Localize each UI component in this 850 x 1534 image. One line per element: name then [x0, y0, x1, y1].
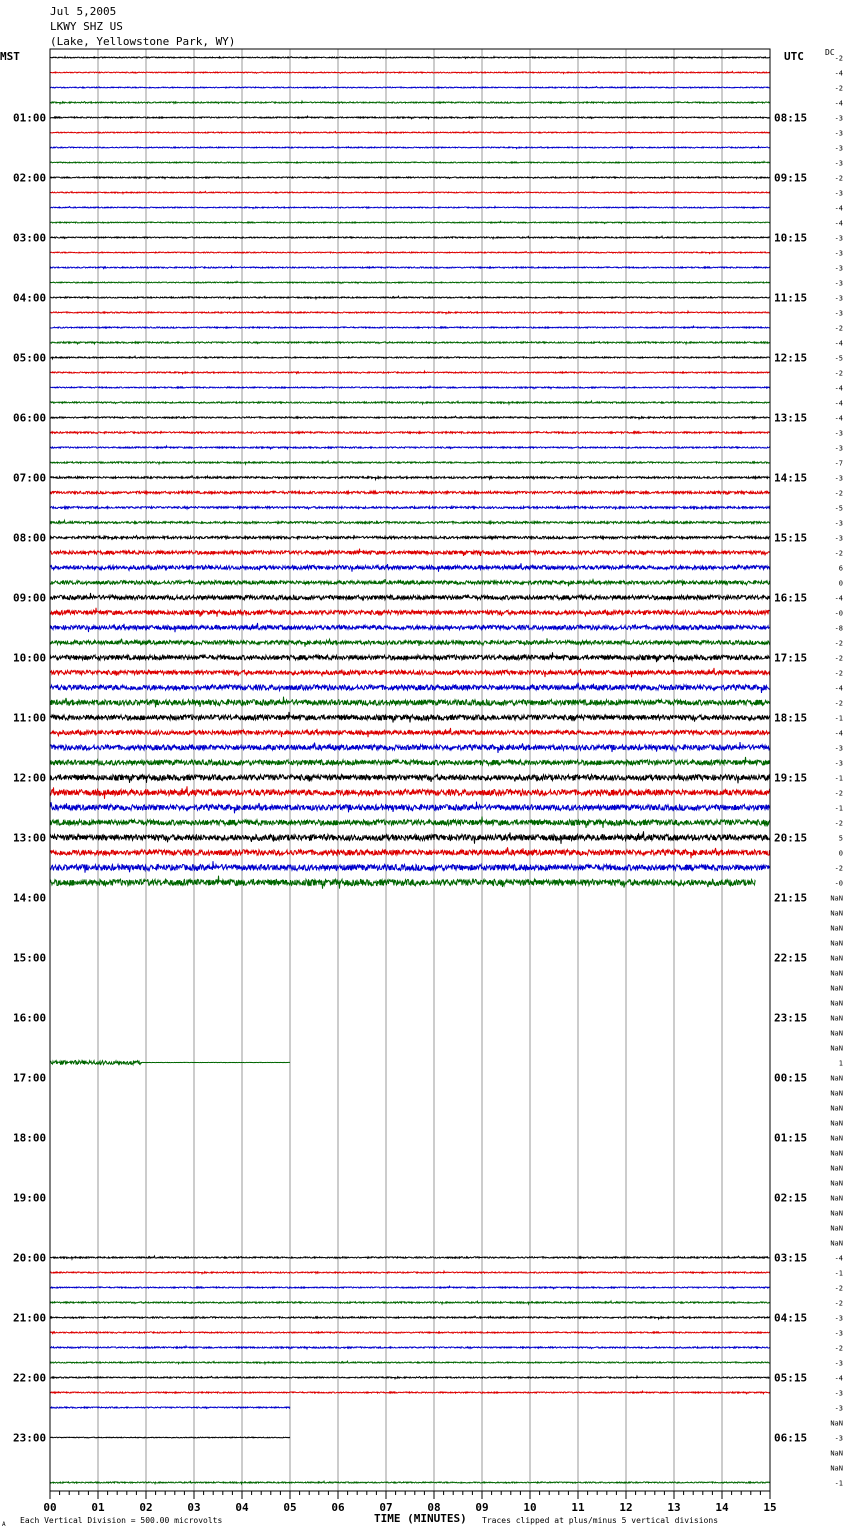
- utc-hour-label: 04:15: [774, 1311, 808, 1325]
- dc-offset-label: 6: [838, 564, 843, 573]
- seismic-trace: [50, 1271, 770, 1274]
- dc-offset-label: -3: [834, 279, 843, 288]
- header-date: Jul 5,2005: [50, 5, 117, 18]
- dc-offset-label: -4: [834, 204, 843, 213]
- mst-hour-label: 14:00: [13, 891, 47, 905]
- dc-offset-label: 0: [838, 579, 843, 588]
- seismic-trace: [50, 847, 770, 858]
- dc-offset-label: NaN: [830, 969, 843, 978]
- dc-offset-label: -3: [834, 1389, 843, 1398]
- dc-offset-label: NaN: [830, 954, 843, 963]
- seismic-trace: [50, 742, 770, 753]
- dc-offset-label: -3: [834, 444, 843, 453]
- seismic-trace: [50, 281, 770, 283]
- dc-offset-label: -1: [834, 1269, 843, 1278]
- dc-offset-label: -4: [834, 339, 843, 348]
- x-tick-label: 01: [91, 1501, 105, 1514]
- dc-offset-label: 0: [838, 849, 843, 858]
- dc-offset-label: NaN: [830, 1104, 843, 1113]
- seismic-trace: [50, 683, 770, 693]
- utc-hour-label: 19:15: [774, 771, 808, 785]
- x-tick-label: 02: [139, 1501, 153, 1514]
- dc-offset-label: NaN: [830, 1119, 843, 1128]
- corner-mark: A: [2, 1521, 6, 1528]
- mst-hour-label: 19:00: [13, 1191, 47, 1205]
- seismic-trace: [50, 191, 770, 193]
- utc-hour-label: 05:15: [774, 1371, 808, 1385]
- seismic-trace: [50, 311, 770, 314]
- seismic-trace: [50, 131, 770, 133]
- x-tick-label: 05: [283, 1501, 297, 1514]
- dc-offset-label: NaN: [830, 1029, 843, 1038]
- seismic-trace: [50, 252, 770, 254]
- seismic-trace: [50, 668, 770, 677]
- seismic-trace: [50, 1346, 770, 1349]
- seismic-trace: [50, 356, 770, 359]
- dc-offset-label: -0: [834, 609, 843, 618]
- x-tick-label: 10: [523, 1501, 537, 1514]
- dc-offset-label: -1: [834, 774, 843, 783]
- dc-offset-label: NaN: [830, 1014, 843, 1023]
- seismic-trace: [50, 326, 770, 328]
- seismic-trace: [50, 549, 770, 556]
- seismic-trace: [50, 1391, 770, 1393]
- seismic-trace: [50, 757, 770, 765]
- dc-offset-label: -5: [834, 354, 843, 363]
- seismic-trace: [50, 1316, 770, 1319]
- mst-hour-label: 18:00: [13, 1131, 47, 1145]
- utc-hour-label: 22:15: [774, 951, 808, 965]
- right-zone-label: UTC: [784, 50, 804, 63]
- dc-offset-label: -2: [834, 489, 843, 498]
- clip-note: Traces clipped at plus/minus 5 vertical divisions: [482, 1516, 719, 1525]
- dc-offset-label: NaN: [830, 1209, 843, 1218]
- dc-offset-label: NaN: [830, 999, 843, 1008]
- dc-offset-label: NaN: [830, 1194, 843, 1203]
- utc-hour-label: 06:15: [774, 1431, 808, 1445]
- x-tick-label: 08: [427, 1501, 441, 1514]
- dc-offset-label: -8: [834, 624, 843, 633]
- utc-hour-label: 10:15: [774, 231, 808, 245]
- seismic-trace: [50, 71, 770, 73]
- mst-hour-label: 20:00: [13, 1251, 47, 1265]
- x-tick-label: 13: [667, 1501, 681, 1514]
- seismic-trace: [50, 1361, 770, 1364]
- dc-offset-label: -3: [834, 249, 843, 258]
- utc-hour-label: 13:15: [774, 411, 808, 425]
- dc-offset-label: -4: [834, 1254, 843, 1263]
- dc-offset-label: -3: [834, 144, 843, 153]
- seismic-trace: [50, 831, 770, 844]
- seismic-trace: [50, 506, 770, 510]
- dc-offset-label: -2: [834, 54, 843, 63]
- seismic-trace: [50, 816, 770, 827]
- dc-offset-label: NaN: [830, 1164, 843, 1173]
- mst-hour-label: 12:00: [13, 771, 47, 785]
- dc-offset-label: -3: [834, 1434, 843, 1443]
- seismic-trace: [50, 1407, 290, 1408]
- dc-offset-label: NaN: [830, 1134, 843, 1143]
- dc-offset-label: NaN: [830, 1089, 843, 1098]
- seismic-trace: [50, 802, 770, 814]
- utc-hour-label: 15:15: [774, 531, 808, 545]
- seismic-trace: [50, 861, 770, 873]
- dc-offset-label: NaN: [830, 1239, 843, 1248]
- seismic-trace: [50, 116, 770, 118]
- utc-hour-label: 01:15: [774, 1131, 808, 1145]
- mst-hour-label: 23:00: [13, 1431, 47, 1445]
- x-tick-label: 00: [43, 1501, 57, 1514]
- utc-hour-label: 23:15: [774, 1011, 808, 1025]
- mst-hour-label: 07:00: [13, 471, 47, 485]
- mst-hour-label: 01:00: [13, 111, 47, 125]
- dc-offset-label: -2: [834, 369, 843, 378]
- dc-offset-label: -2: [834, 1284, 843, 1293]
- dc-offset-label: -2: [834, 699, 843, 708]
- mst-hour-label: 04:00: [13, 291, 47, 305]
- mst-hour-label: 06:00: [13, 411, 47, 425]
- dc-offset-label: -4: [834, 99, 843, 108]
- plot-frame: [50, 49, 770, 1491]
- dc-offset-label: -2: [834, 84, 843, 93]
- seismic-trace: [50, 266, 770, 268]
- seismic-trace: [50, 1256, 770, 1259]
- seismic-trace: [50, 608, 770, 617]
- x-tick-label: 09: [475, 1501, 489, 1514]
- seismic-trace: [50, 341, 770, 344]
- seismic-trace: [50, 57, 770, 59]
- dc-offset-label: -2: [834, 789, 843, 798]
- dc-offset-label: -4: [834, 399, 843, 408]
- utc-hour-label: 11:15: [774, 291, 808, 305]
- dc-offset-label: NaN: [830, 1074, 843, 1083]
- seismic-trace: [50, 87, 770, 89]
- label-group: [13, 55, 843, 1515]
- seismic-trace: [50, 876, 756, 889]
- seismic-trace: [50, 1437, 290, 1438]
- dc-offset-label: NaN: [830, 1464, 843, 1473]
- utc-hour-label: 09:15: [774, 171, 808, 185]
- dc-offset-label: -0: [834, 879, 843, 888]
- mst-hour-label: 03:00: [13, 231, 47, 245]
- x-tick-label: 11: [571, 1501, 585, 1514]
- dc-offset-label: -3: [834, 1359, 843, 1368]
- grid: [50, 49, 770, 1499]
- seismic-trace: [50, 728, 770, 737]
- seismic-trace: [50, 1376, 770, 1379]
- seismic-trace: [50, 476, 770, 480]
- dc-offset-label: -4: [834, 684, 843, 693]
- dc-offset-label: -3: [834, 1404, 843, 1413]
- seismic-trace: [50, 623, 770, 632]
- seismic-trace: [50, 593, 770, 600]
- dc-offset-label: -3: [834, 474, 843, 483]
- dc-offset-label: -3: [834, 294, 843, 303]
- seismic-trace: [50, 177, 770, 179]
- x-tick-label: 14: [715, 1501, 729, 1514]
- dc-offset-label: -1: [834, 1479, 843, 1488]
- mst-hour-label: 09:00: [13, 591, 47, 605]
- dc-offset-label: -2: [834, 654, 843, 663]
- seismic-trace: [50, 161, 770, 163]
- dc-offset-label: -3: [834, 309, 843, 318]
- dc-label: DC: [825, 48, 835, 57]
- left-zone-label: MST: [0, 50, 20, 63]
- utc-hour-label: 08:15: [774, 111, 808, 125]
- dc-offset-label: NaN: [830, 924, 843, 933]
- utc-hour-label: 21:15: [774, 891, 808, 905]
- dc-offset-label: 5: [838, 834, 843, 843]
- dc-offset-label: -4: [834, 219, 843, 228]
- dc-offset-label: 1: [838, 1059, 843, 1068]
- utc-hour-label: 17:15: [774, 651, 808, 665]
- header-location: (Lake, Yellowstone Park, WY): [50, 35, 236, 48]
- utc-hour-label: 16:15: [774, 591, 808, 605]
- seismic-trace: [50, 236, 770, 239]
- mst-hour-label: 02:00: [13, 171, 47, 185]
- dc-offset-label: NaN: [830, 1224, 843, 1233]
- seismic-trace: [50, 446, 770, 449]
- dc-offset-label: -2: [834, 174, 843, 183]
- seismic-trace: [50, 490, 770, 495]
- seismic-trace: [50, 638, 770, 646]
- dc-offset-label: NaN: [830, 1044, 843, 1053]
- seismic-trace: [50, 786, 770, 799]
- x-tick-label: 07: [379, 1501, 393, 1514]
- seismic-trace: [50, 697, 770, 708]
- dc-offset-label: -2: [834, 324, 843, 333]
- header-station: LKWY SHZ US: [50, 20, 123, 33]
- seismic-trace: [50, 146, 770, 148]
- seismic-trace: [50, 386, 770, 388]
- dc-offset-label: NaN: [830, 939, 843, 948]
- dc-offset-label: -2: [834, 639, 843, 648]
- mst-hour-label: 05:00: [13, 351, 47, 365]
- mst-hour-label: 22:00: [13, 1371, 47, 1385]
- dc-offset-label: -5: [834, 504, 843, 513]
- mst-hour-label: 08:00: [13, 531, 47, 545]
- utc-hour-label: 20:15: [774, 831, 808, 845]
- x-tick-label: 06: [331, 1501, 345, 1514]
- mst-hour-label: 21:00: [13, 1311, 47, 1325]
- dc-offset-label: -3: [834, 189, 843, 198]
- seismic-trace: [50, 416, 770, 419]
- dc-offset-label: -4: [834, 729, 843, 738]
- dc-offset-label: -3: [834, 234, 843, 243]
- dc-offset-label: -2: [834, 1299, 843, 1308]
- dc-offset-label: NaN: [830, 984, 843, 993]
- dc-offset-label: NaN: [830, 909, 843, 918]
- dc-offset-label: -2: [834, 669, 843, 678]
- dc-offset-label: NaN: [830, 894, 843, 903]
- dc-offset-label: -3: [834, 1329, 843, 1338]
- dc-offset-label: -3: [834, 159, 843, 168]
- mst-hour-label: 10:00: [13, 651, 47, 665]
- x-tick-label: 04: [235, 1501, 249, 1514]
- dc-offset-label: -4: [834, 594, 843, 603]
- utc-hour-label: 14:15: [774, 471, 808, 485]
- seismic-trace: [50, 221, 770, 223]
- seismic-trace: [50, 579, 770, 586]
- seismic-trace: [50, 652, 770, 662]
- x-tick-label: 03: [187, 1501, 201, 1514]
- mst-hour-label: 16:00: [13, 1011, 47, 1025]
- dc-offset-label: -3: [834, 1314, 843, 1323]
- dc-offset-label: -3: [834, 429, 843, 438]
- utc-hour-label: 02:15: [774, 1191, 808, 1205]
- dc-offset-label: -3: [834, 759, 843, 768]
- dc-offset-label: -2: [834, 1344, 843, 1353]
- dc-offset-label: -3: [834, 519, 843, 528]
- seismic-trace: [50, 371, 770, 374]
- seismic-trace: [50, 401, 770, 404]
- dc-offset-label: -4: [834, 69, 843, 78]
- dc-offset-label: -4: [834, 384, 843, 393]
- dc-offset-label: NaN: [830, 1179, 843, 1188]
- mst-hour-label: 13:00: [13, 831, 47, 845]
- seismic-trace: [50, 1061, 290, 1065]
- utc-hour-label: 03:15: [774, 1251, 808, 1265]
- seismic-trace: [50, 1286, 770, 1288]
- seismic-trace: [50, 101, 770, 104]
- seismic-trace: [50, 1331, 770, 1333]
- dc-offset-label: -2: [834, 819, 843, 828]
- dc-offset-label: -3: [834, 129, 843, 138]
- seismic-trace: [50, 563, 770, 571]
- utc-hour-label: 00:15: [774, 1071, 808, 1085]
- seismic-trace: [50, 712, 770, 723]
- seismic-trace: [50, 535, 770, 540]
- dc-offset-label: -1: [834, 804, 843, 813]
- dc-offset-label: -1: [834, 714, 843, 723]
- seismic-trace: [50, 431, 770, 434]
- seismic-trace: [50, 1481, 770, 1484]
- mst-hour-label: 11:00: [13, 711, 47, 725]
- mst-hour-label: 15:00: [13, 951, 47, 965]
- utc-hour-label: 18:15: [774, 711, 808, 725]
- dc-offset-label: -3: [834, 114, 843, 123]
- seismic-trace: [50, 296, 770, 299]
- dc-offset-label: -4: [834, 1374, 843, 1383]
- x-tick-label: 12: [619, 1501, 633, 1514]
- x-axis-label: TIME (MINUTES): [374, 1512, 467, 1525]
- seismic-trace: [50, 775, 770, 784]
- dc-offset-label: -2: [834, 549, 843, 558]
- x-tick-label: 15: [763, 1501, 777, 1514]
- trace-group: [50, 57, 770, 1484]
- utc-hour-label: 12:15: [774, 351, 808, 365]
- dc-offset-label: -7: [834, 459, 843, 468]
- seismic-trace: [50, 1301, 770, 1304]
- dc-offset-label: -3: [834, 744, 843, 753]
- seismic-trace: [50, 520, 770, 523]
- mst-hour-label: 17:00: [13, 1071, 47, 1085]
- dc-offset-label: -4: [834, 414, 843, 423]
- dc-offset-label: -3: [834, 534, 843, 543]
- dc-offset-label: NaN: [830, 1449, 843, 1458]
- dc-offset-label: NaN: [830, 1419, 843, 1428]
- seismic-trace: [50, 206, 770, 208]
- scale-note: Each Vertical Division = 500.00 microvolts: [20, 1516, 223, 1525]
- dc-offset-label: -3: [834, 264, 843, 273]
- dc-offset-label: -2: [834, 864, 843, 873]
- dc-offset-label: NaN: [830, 1149, 843, 1158]
- seismic-trace: [50, 461, 770, 464]
